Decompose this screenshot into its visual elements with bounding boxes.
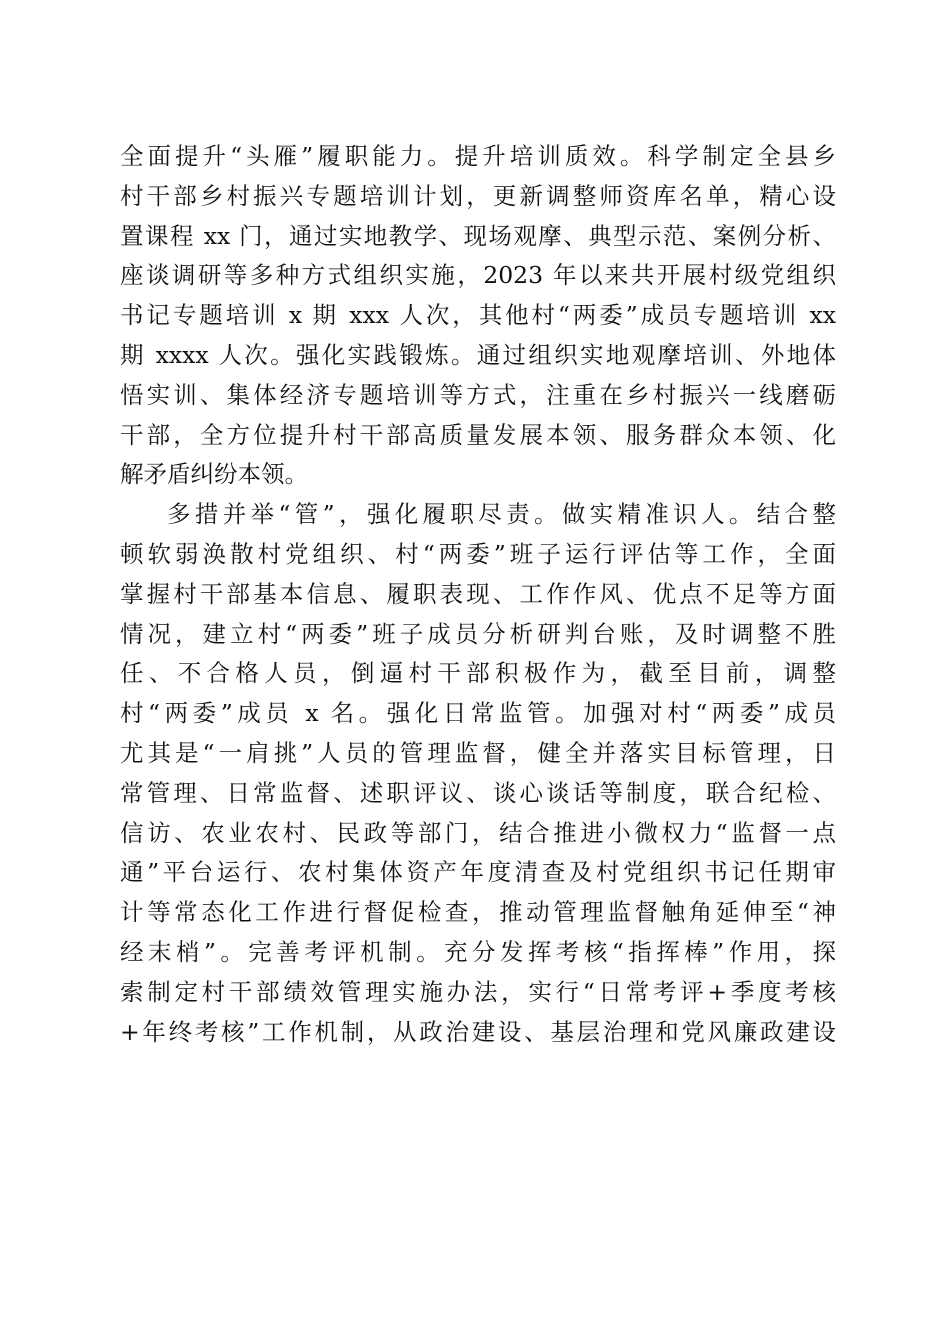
paragraph-1-line: 书记专题培训 x 期 xxx 人次，其他村“两委”成员专题培训 xx (120, 301, 836, 330)
paragraph-1-line: 期 xxxx 人次。强化实践锻炼。通过组织实地观摩培训、外地体 (120, 340, 836, 369)
paragraph-1-line: 座谈调研等多种方式组织实施，2023 年以来共开展村级党组织 (120, 261, 836, 290)
paragraph-1-line: 全面提升“头雁”履职能力。提升培训质效。科学制定全县乡 (120, 142, 836, 170)
paragraph-2-line: 通”平台运行、农村集体资产年度清查及村党组织书记任期审 (120, 858, 836, 887)
paragraph-2-line: 索制定村干部绩效管理实施办法，实行“日常考评+季度考核 (120, 977, 836, 1006)
paragraph-2-line: 常管理、日常监督、述职评议、谈心谈话等制度，联合纪检、 (120, 778, 836, 807)
paragraph-2-line: +年终考核”工作机制，从政治建设、基层治理和党风廉政建设 (120, 1017, 836, 1046)
paragraph-2-line: 尤其是“一肩挑”人员的管理监督，健全并落实目标管理，日 (120, 738, 836, 767)
paragraph-2-line: 信访、农业农村、民政等部门，结合推进小微权力“监督一点 (120, 818, 836, 847)
paragraph-1-line: 解矛盾纠纷本领。 (120, 460, 308, 489)
paragraph-1-line: 置课程 xx 门，通过实地教学、现场观摩、典型示范、案例分析、 (120, 221, 836, 250)
paragraph-2-line: 顿软弱涣散村党组织、村“两委”班子运行评估等工作，全面 (120, 539, 836, 568)
paragraph-2-line: 多措并举“管”，强化履职尽责。做实精准识人。结合整 (167, 500, 836, 529)
paragraph-2-line: 情况，建立村“两委”班子成员分析研判台账，及时调整不胜 (120, 619, 836, 648)
paragraph-2-line: 掌握村干部基本信息、履职表现、工作作风、优点不足等方面 (120, 579, 836, 608)
paragraph-2-line: 经末梢”。完善考评机制。充分发挥考核“指挥棒”作用，探 (120, 937, 836, 966)
paragraph-2-line: 任、不合格人员，倒逼村干部积极作为，截至目前，调整 (120, 659, 836, 688)
paragraph-1-line: 悟实训、集体经济专题培训等方式，注重在乡村振兴一线磨砺 (120, 380, 836, 409)
paragraph-1-line: 村干部乡村振兴专题培训计划，更新调整师资库名单，精心设 (120, 181, 836, 210)
paragraph-1-line: 干部，全方位提升村干部高质量发展本领、服务群众本领、化 (120, 420, 836, 449)
body-text (120, 137, 836, 1052)
paragraph-2-line: 计等常态化工作进行督促检查，推动管理监督触角延伸至“神 (120, 898, 836, 927)
paragraph-2-line: 村“两委”成员 x 名。强化日常监管。加强对村“两委”成员 (120, 699, 836, 728)
